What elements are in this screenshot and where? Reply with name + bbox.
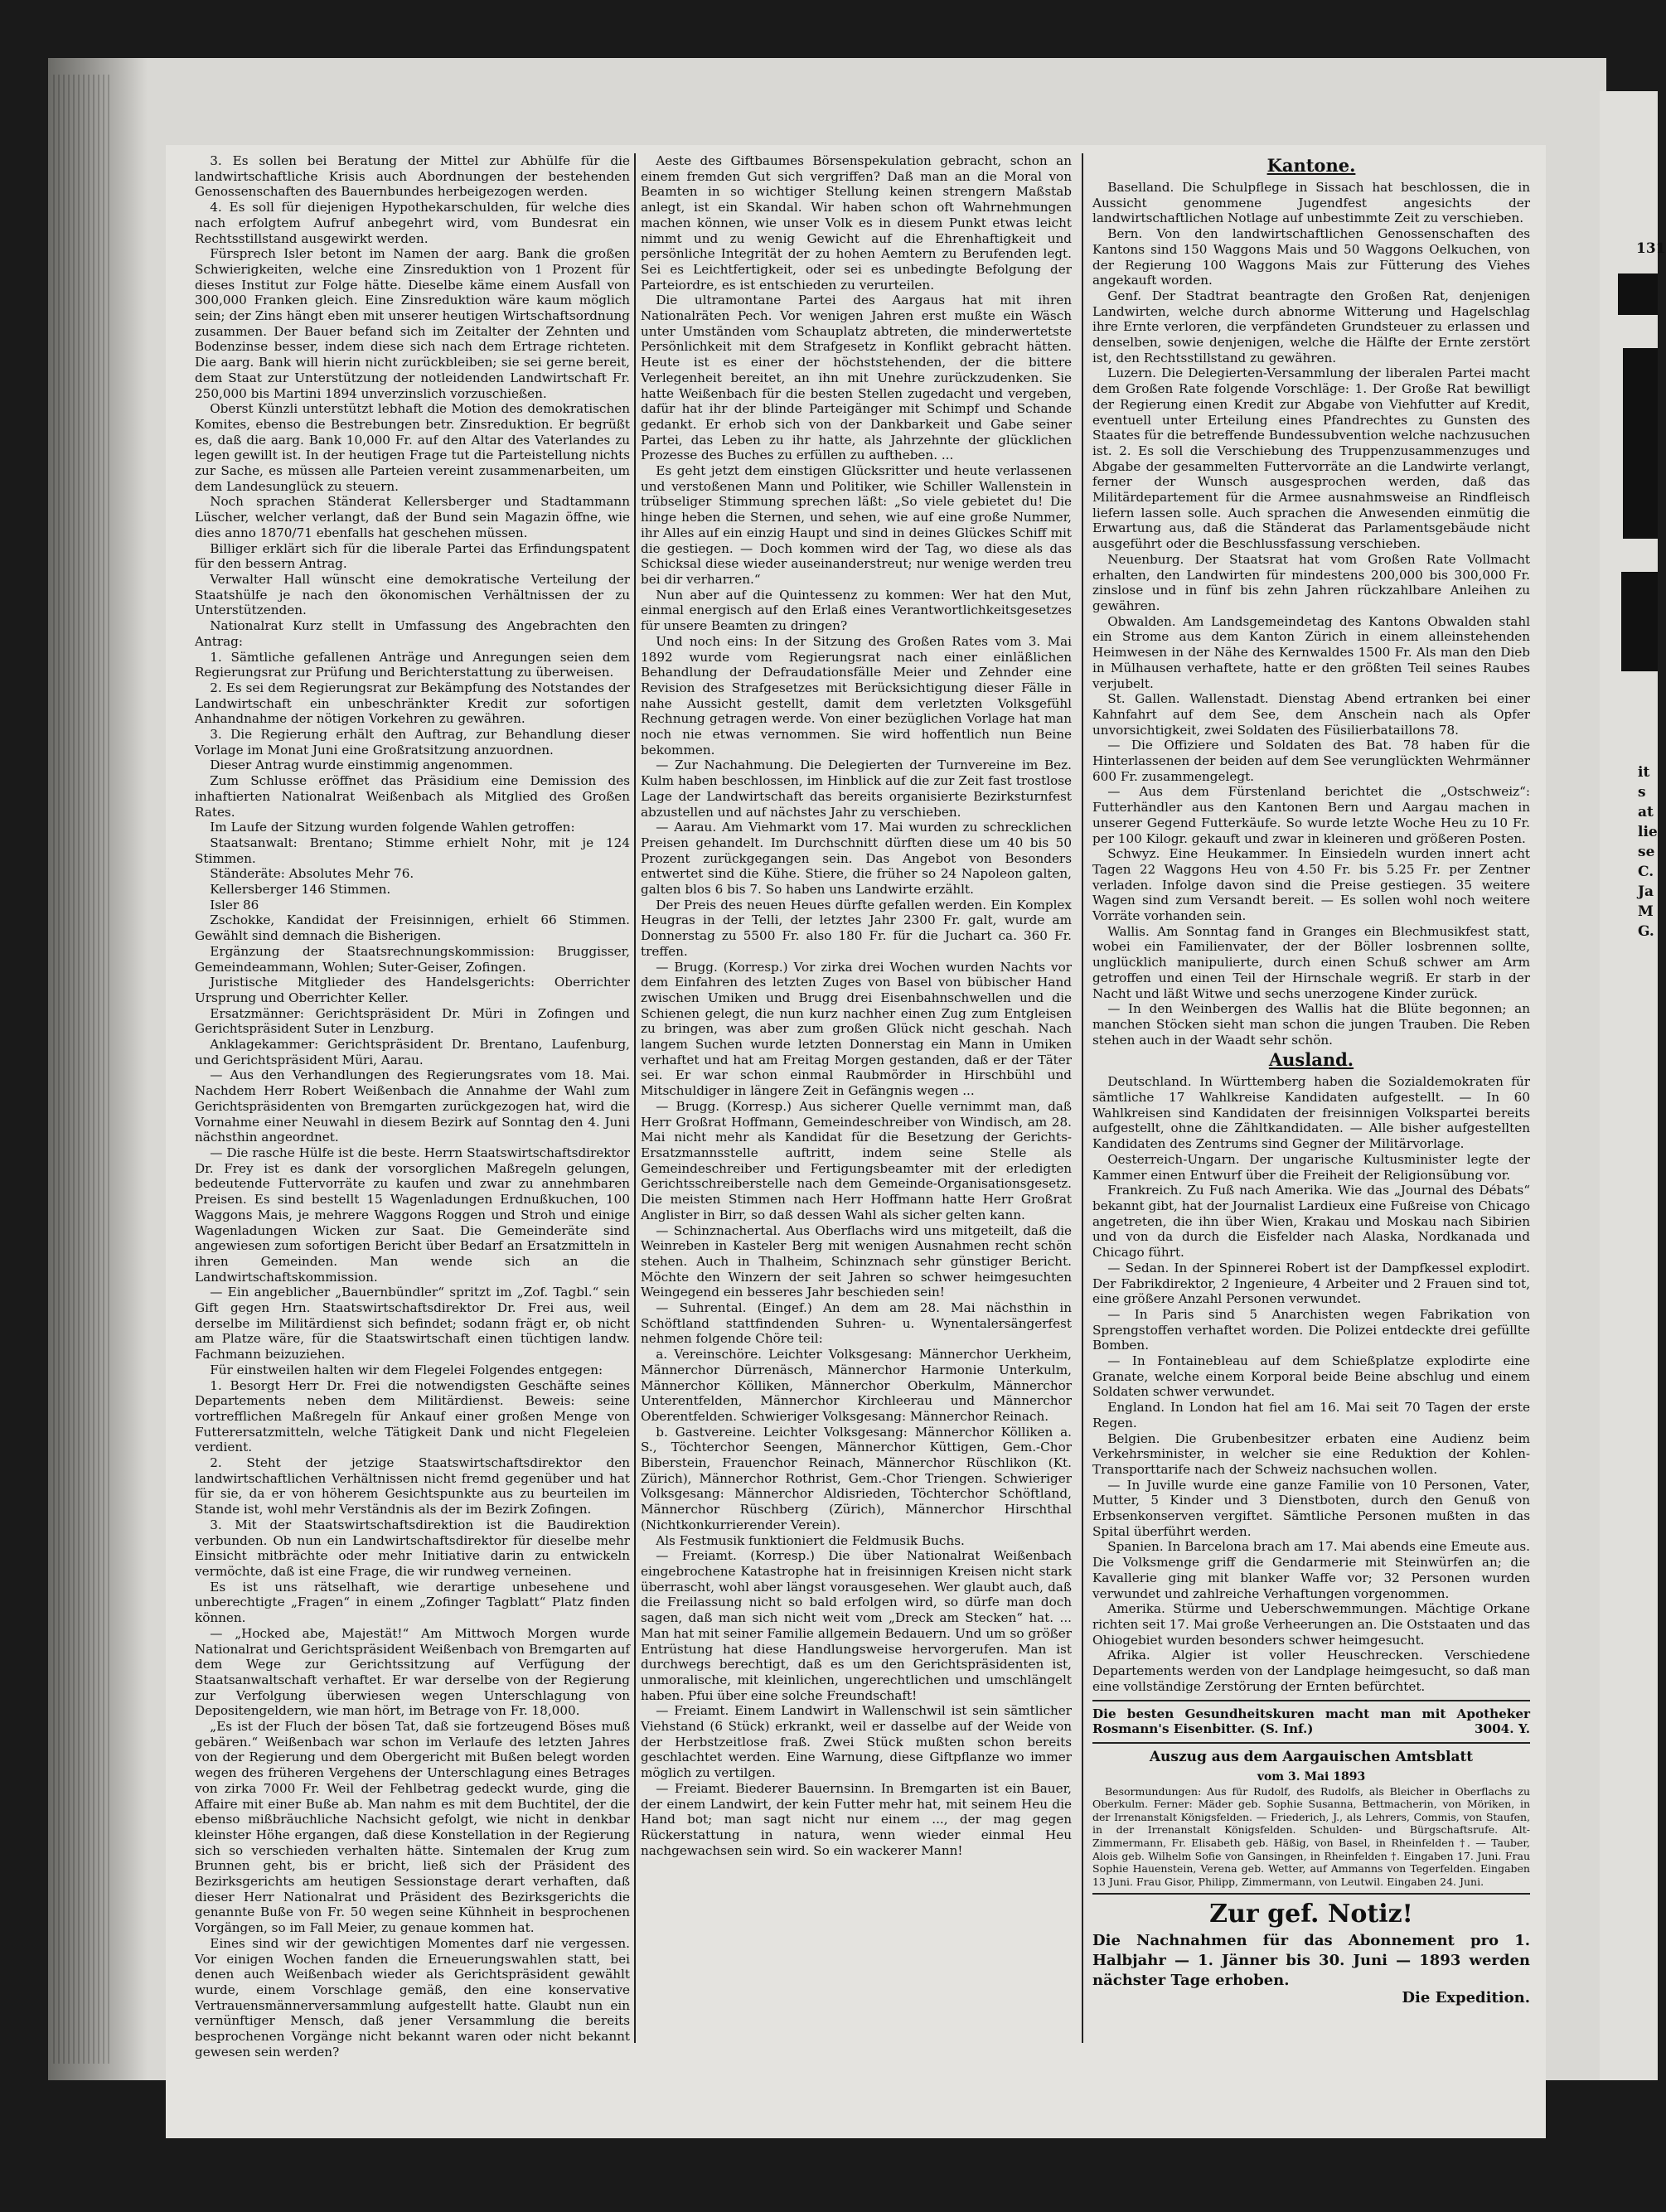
kantone-articles (1092, 180, 1530, 1048)
paragraph: Ständeräte: Absolutes Mehr 76. (210, 866, 414, 882)
paragraph: Die ultramontane Partei des Aargaus hat mit ihren Nationalräten Pech. Vor wenigen Jahren erst mußte ein Wäsch unter Umständen vom Schauplatz abtreten, die minderwertetste Persönlichkeit mit dem Strafgesetz in Konflikt gebracht hätten. Heute ist es einer der höchststehenden, der die bittere Verlegenheit bereitet, an ihn mit Unehre zurückzudenken. Sie hatte Weißenbach für die besten Stellen zugedacht und vergeben, dafür hat ihr der blinde Parteigänger mit Schimpf und Schande gedankt. Er erhob sich von der Dankbarkeit und Gabe seiner Partei, das Leben zu ihr hatte, als Jahrzehnte der glücklichen Prozesse des Buches zu erfüllen zu auftheben. ... (641, 293, 1072, 463)
paragraph: — Die Offiziere und Soldaten des Bat. 78 haben für die Hinterlassenen der beiden auf dem See verunglückten Wehrmänner 600 Fr. zusammengelegt. (1092, 738, 1530, 784)
column-rule (1082, 153, 1083, 2043)
next-page-masthead-fragment (1618, 273, 1658, 315)
paragraph: Obwalden. Am Landsgemeindetag des Kantons Obwalden stahl ein Strome aus dem Kanton Zürich in einem alleinstehenden Heimwesen in der Nähe des Kernwaldes 1500 Fr. Als man den Dieb in Mülhausen verhaftete, hatte er den größten Teil seines Raubes verjubelt. (1092, 613, 1530, 691)
paragraph: Anklagekammer: Gerichtspräsident Dr. Brentano, Laufenburg, und Gerichtspräsident Müri, Aarau. (195, 1037, 630, 1067)
next-page-masthead-fragment (1623, 348, 1658, 539)
amtsblatt-date: vom 3. Mai 1893 (1257, 1769, 1366, 1784)
paragraph: b. Gastvereine. Leichter Volksgesang: Männerchor Kölliken a. S., Töchterchor Seengen, Männerchor Küttigen, Gem.-Chor Biberstein, Frauenchor Reinach, Männerchor Rüschlikon (Kt. Zürich), Männerchor Rothrist, Gem.-Chor Triengen. Schwieriger Volksgesang: Männerchor Aldisrieden, Töchterchor Schöftland, Männerchor Rüschberg (Zürich), Männerchor Hirschthal (Nichtkonkurrierender Verein). (641, 1424, 1072, 1532)
column-rule (634, 153, 636, 2043)
paragraph: Im Laufe der Sitzung wurden folgende Wahlen getroffen: (210, 820, 575, 835)
column-3 (1092, 153, 1530, 2035)
paragraph: — Aus den Verhandlungen des Regierungsrates vom 18. Mai. Nachdem Herr Robert Weißenbach die Annahme der Wahl zum Gerichtspräsidenten von Bremgarten zurückgezogen hat, wird die Vornahme einer Neuwahl in diesem Bezirk auf Sonntag den 4. Juni nächsthin angeordnet. (195, 1067, 630, 1145)
next-page-number: 131 (1636, 240, 1666, 257)
strip-fragment: se (1638, 844, 1655, 860)
paragraph: 3. Die Regierung erhält den Auftrag, zur Behandlung dieser Vorlage im Monat Juni eine Großratsitzung anzuordnen. (195, 727, 630, 758)
paragraph: Bern. Von den landwirtschaftlichen Genossenschaften des Kantons sind 150 Waggons Mais und 50 Waggons Oelkuchen, von der Regierung 100 Waggons Mais zur Fütterung des Viehes angekauft worden. (1092, 226, 1530, 288)
paragraph: Oberst Künzli unterstützt lebhaft die Motion des demokratischen Komites, ebenso die Bestrebungen betr. Zinsreduktion. Er begrüßt es, daß die aarg. Bank 10,000 Fr. auf den Altar des Vaterlandes zu legen gewillt ist. In der heutigen Frage tut die Parteistellung nichts zur Sache, es müssen alle Parteien vereint zusammenarbeiten, um dem Landesunglück zu steuern. (195, 401, 630, 494)
strip-fragment: s (1638, 784, 1646, 801)
paragraph: Ersatzmänner: Gerichtspräsident Dr. Müri in Zofingen und Gerichtspräsident Suter in Lenzburg. (195, 1005, 630, 1037)
paragraph: Afrika. Algier ist voller Heuschrecken. Verschiedene Departements werden von der Landplage heimgesucht, so daß man eine vollständige Zerstörung der Ernten befürchtet. (1092, 1648, 1530, 1694)
paragraph: Spanien. In Barcelona brach am 17. Mai abends eine Emeute aus. Die Volksmenge griff die Gendarmerie mit Steinwürfen an; die Kavallerie ging mit blanker Waffe vor; 32 Personen wurden verwundet und zahlreiche Verhaftungen vorgenommen. (1092, 1539, 1530, 1601)
paragraph: 3. Mit der Staatswirtschaftsdirektion ist die Baudirektion verbunden. Ob nun ein Landwirtschaftsdirektor für dieselbe mehr Einsicht mitbrächte oder mehr Initiative darin zu entwickeln vermöchte, daß ist eine Frage, die wir rundweg verneinen. (195, 1517, 630, 1579)
paragraph: Nationalrat Kurz stellt in Umfassung des Angebrachten den Antrag: (195, 618, 630, 649)
paragraph: „Es ist der Fluch der bösen Tat, daß sie fortzeugend Böses muß gebären.“ Weißenbach war schon im Verlaufe des letzten Jahres von der Regierung und dem Obergericht mit Bußen belegt worden wegen des früheren Vergehens der Unterschlagung eines Betrages von zirka 7000 Fr. Weil der Fehlbetrag gedeckt wurde, ging die Affaire mit einer Buße ab. Man nahm es mit dem Buchtitel, der die ebenso mißbräuchliche Nachsicht gefolgt, wie nicht in denkbar kleinster Höhe ergangen, daß diese Konstellation in der Regierung sich so verschieden verhalten hätte. Sintemalen der Krug zum Brunnen geht, bis er bricht, ließ sich der Präsident des Bezirksgerichts am heutigen Sessionstage derart verhaften, daß dieser Herr Nationalrat und Präsident des Bezirksgerichts die genannte Buße von Fr. 50 wegen seine Kühnheit in besprochenen Vorgängen, so im Fall Meier, zu genaue kommen hat. (195, 1719, 630, 1936)
paragraph: — Freiamt. Biederer Bauernsinn. In Bremgarten ist ein Bauer, der einem Landwirt, der kein Futter mehr hat, mit seinem Heu die Hand bot; man sagt nicht nur einem ..., der mag gegen Rückerstattung in natura, wenn wieder einmal Heu nachgewachsen sein wird. So ein wackerer Mann! (641, 1780, 1072, 1858)
paragraph: Und noch eins: In der Sitzung des Großen Rates vom 3. Mai 1892 wurde vom Regierungsrat nach einer einläßlichen Behandlung der Defraudationsfälle Meier und Zehnder eine Revision des Strafgesetzes mit Berücksichtigung dieser Fälle in nahe Aussicht gestellt, damit dem verletzten Volksgefühl Rechnung getragen werde. Von einer bezüglichen Vorlage hat man noch nie etwas vernommen. Sie wird hoffentlich nun Beine bekommen. (641, 633, 1072, 758)
paragraph: Belgien. Die Grubenbesitzer erbaten eine Audienz beim Verkehrsminister, in welcher sie eine Reduktion der Kohlen-Transporttarife nach der Schweiz nachsuchen wollen. (1092, 1430, 1530, 1477)
strip-fragment: M (1638, 903, 1654, 920)
paragraph: England. In London hat fiel am 16. Mai seit 70 Tagen der erste Regen. (1092, 1400, 1530, 1430)
strip-fragment: it (1638, 764, 1650, 781)
paragraph: Deutschland. In Württemberg haben die Sozialdemokraten für sämtliche 17 Wahlkreise Kandidaten aufgestellt. — In 60 Wahlkreisen sind Kandidaten der freisinnigen Volkspartei bereits aufgestellt, ohne die Zähltkandidaten. — Alle bisher aufgestellten Kandidaten des Zentrums sind Gegner der Militärvorlage. (1092, 1074, 1530, 1152)
paragraph: Billiger erklärt sich für die liberale Partei das Erfindungspatent für den bessern Antrag. (195, 540, 630, 572)
paragraph: Nun aber auf die Quintessenz zu kommen: Wer hat den Mut, einmal energisch auf den Erlaß eines Verantwortlichkeitsgesetzes für unsere Beamten zu dringen? (641, 587, 1072, 634)
paragraph: Staatsanwalt: Brentano; Stimme erhielt Nohr, mit je 124 Stimmen. (195, 835, 630, 866)
paragraph: — „Hocked abe, Majestät!“ Am Mittwoch Morgen wurde Nationalrat und Gerichtspräsident Weißenbach von Bremgarten auf dem Wege zur Gerichtssitzung auf Verfügung der Staatsanwaltschaft verhaftet. Er war derselbe von der Regierung zur Verfolgung überwiesen wegen Unterschlagung von Depositengeldern, wie man hört, im Betrage von Fr. 18,000. (195, 1625, 630, 1719)
paragraph: Oesterreich-Ungarn. Der ungarische Kultusminister legte der Kammer einen Entwurf über die Freiheit der Religionsübung vor. (1092, 1151, 1530, 1183)
section-heading-ausland: Ausland. (1268, 1049, 1354, 1071)
paragraph: — Sedan. In der Spinnerei Robert ist der Dampfkessel explodirt. Der Fabrikdirektor, 2 Ingenieure, 4 Arbeiter und 2 Frauen sind tot, eine größere Anzahl Personen verwundet. (1092, 1260, 1530, 1307)
paragraph: a. Vereinschöre. Leichter Volksgesang: Männerchor Uerkheim, Männerchor Dürrenäsch, Männerchor Harmonie Unterkulm, Männerchor Kölliken, Männerchor Oberkulm, Männerchor Unterentfelden, Männerchor Kirchleerau und Männerchor Oberentfelden. Schwieriger Volksgesang: Männerchor Reinach. (641, 1347, 1072, 1424)
paragraph: Noch sprachen Ständerat Kellersberger und Stadtammann Lüscher, welcher verlangt, daß der Bund sein Magazin öffne, wie dies anno 1870/71 ebenfalls hat geschehen müssen. (195, 494, 630, 540)
strip-fragment: Ja (1638, 883, 1654, 900)
advertisement-code: 3004. Y. (1474, 1721, 1530, 1737)
paragraph: Genf. Der Stadtrat beantragte den Großen Rat, denjenigen Landwirten, welche durch abnorme Witterung und Hagelschlag ihre Ernte verloren, die verpfändeten Grundsteuer zu erlassen und denselben, sowie denjenigen, welche die Hälfte der Ernte zerstört ist, den Rechtsstillstand zu gewähren. (1092, 288, 1530, 365)
paragraph: Als Festmusik funktioniert die Feldmusik Buchs. (656, 1532, 965, 1548)
paragraph: 3. Es sollen bei Beratung der Mittel zur Abhülfe für die landwirtschaftliche Krisis auch Abordnungen der bestehenden Genossenschaften des Bauernbundes herbeigezogen werden. (195, 153, 630, 200)
paragraph: Schwyz. Eine Heukammer. In Einsiedeln wurden innert acht Tagen 22 Waggons Heu von 4.50 Fr. bis 5.25 Fr. per Zentner verladen. Infolge davon sind die Preise gestiegen. 35 weitere Wagen sind zum Versandt bereit. — Es sollen wohl noch weitere Vorräte vorhanden sein. (1092, 846, 1530, 924)
strip-fragment: G. (1638, 923, 1654, 940)
paragraph: Neuenburg. Der Staatsrat hat vom Großen Rate Vollmacht erhalten, den Landwirten für mindestens 200,000 bis 300,000 Fr. zinslose und in fünf bis zehn Jahren rückzahlbare Anleihen zu gewähren. (1092, 551, 1530, 613)
paragraph: — Brugg. (Korresp.) Aus sicherer Quelle vernimmt man, daß Herr Großrat Hoffmann, Gemeindeschreiber von Windisch, am 28. Mai nicht mehr als Kandidat für die Besetzung der Gerichts-Ersatzmannsstelle auftritt, indem seine Stelle als Gemeindeschreiber und Fertigungsbeamter mit der erledigten Gerichtsschreiberstelle nach dem Gemeinde-Organisationsgesetz. Die meisten Stimmen nach Herr Hoffmann hatte Herr Großrat Anglister in Birr, so daß dessen Wahl als sicher gelten kann. (641, 1098, 1072, 1222)
strip-fragment: at (1638, 804, 1654, 820)
paragraph: Amerika. Stürme und Ueberschwemmungen. Mächtige Orkane richten seit 17. Mai große Verheerungen an. Die Oststaaten und das Ohiogebiet wurden besonders schwer heimgesucht. (1092, 1601, 1530, 1648)
ausland-articles (1092, 1074, 1530, 1694)
paragraph: — Brugg. (Korresp.) Vor zirka drei Wochen wurden Nachts vor dem Einfahren des letzten Zuges von Basel von bübischer Hand zwischen Umiken und Brugg drei Eisenbahnschwellen und die Schienen gelegt, die nun kurz nachher einen Zug zum Entgleisen zu bringen, was aber zum großen Glück nicht geschah. Nach langem Suchen wurde letzten Donnerstag ein Mann in Umiken verhaftet und hat am Freitag Morgen gestanden, daß er der Täter sei. Er war schon einmal Raubmörder in Hirschbühl und Mitschuldiger in längere Zeit in Gefängnis wegen ... (641, 959, 1072, 1099)
paragraph: Der Preis des neuen Heues dürfte gefallen werden. Ein Komplex Heugras in der Telli, der letztes Jahr 2300 Fr. galt, wurde am Donnerstag zu 5500 Fr. also 180 Fr. für die Juchart ca. 360 Fr. treffen. (641, 897, 1072, 959)
paragraph: — Freiamt. Einem Landwirt in Wallenschwil ist sein sämtlicher Viehstand (6 Stück) erkrankt, weil er dasselbe auf der Weide von der Herbstzeitlose fraß. Zwei Stück mußten schon bereits geschlachtet werden. Eine Warnung, diese Giftpflanze wo immer möglich zu vertilgen. (641, 1703, 1072, 1781)
paragraph: — Ein angeblicher „Bauernbündler“ spritzt im „Zof. Tagbl.“ sein Gift gegen Hrn. Staatswirtschaftsdirektor Dr. Frei aus, weil derselbe im Militärdienst sich befindet; sodann frägt er, ob nicht am Platze wäre, für die Staatswirtschaft einen tüchtigen landw. Fachmann beizuziehen. (195, 1285, 630, 1363)
paragraph: — Aus dem Fürstenland berichtet die „Ostschweiz“: Futterhändler aus den Kantonen Bern und Aargau machen in unserer Gegend Futterkäufe. So wurde letzte Woche Heu zu 10 Fr. per 100 Kilogr. gekauft und zwar in kleineren und größeren Posten. (1092, 784, 1530, 846)
column-2 (641, 153, 1072, 2035)
paragraph: Kellersberger 146 Stimmen. (210, 882, 391, 898)
paragraph: Verwalter Hall wünscht eine demokratische Verteilung der Staatshülfe je nach den ökonomischen Verhältnissen der zu Unterstützenden. (195, 571, 630, 618)
notice-signature: Die Expedition. (1402, 1989, 1530, 2007)
paragraph: Es ist uns rätselhaft, wie derartige unbesehene und unberechtigte „Fragen“ in einem „Zofinger Tagblatt“ Platz finden können. (195, 1579, 630, 1626)
divider (1092, 1742, 1530, 1744)
section-heading-kantone: Kantone. (1266, 155, 1356, 176)
paragraph: 1. Sämtliche gefallenen Anträge und Anregungen seien dem Regierungsrat zur Prüfung und Berichterstattung zu überweisen. (195, 649, 630, 680)
paragraph: Frankreich. Zu Fuß nach Amerika. Wie das „Journal des Débats“ bekannt gibt, hat der Journalist Lardieux eine Fußreise von Chicago angetreten, die ihn über Wien, Krakau und Moskau nach Sibirien und von da durch die Eisfelder nach Alaska, Nordkanada und Chicago führt. (1092, 1183, 1530, 1261)
paragraph: — Schinznachertal. Aus Oberflachs wird uns mitgeteilt, daß die Weinreben in Kasteler Berg mit wenigen Ausnahmen recht schön stehen. Auch in Thalheim, Schinznach sehr günstiger Bericht. Möchte den Winzern der seit Jahren so schwer heimgesuchten Weingegend ein besseres Jahr beschieden sein! (641, 1222, 1072, 1300)
advertisement (1092, 1706, 1530, 1737)
paragraph: — In den Weinbergen des Wallis hat die Blüte begonnen; an manchen Stöcken sieht man schon die jungen Trauben. Die Reben stehen auch in der Waadt sehr schön. (1092, 1001, 1530, 1048)
paragraph: 2. Es sei dem Regierungsrat zur Bekämpfung des Notstandes der Landwirtschaft ein unbeschränkter Kredit zur sofortigen Anhandnahme der nötigen Vorkehren zu gewähren. (195, 680, 630, 727)
next-page-masthead-fragment (1621, 572, 1658, 671)
paragraph: 2. Steht der jetzige Staatswirtschaftsdirektor den landwirtschaftlichen Verhältnissen nicht fremd gegenüber und hat für sie, da er von höherem Gesichtspunkte aus zu beurteilen im Stande ist, wohl mehr Verständnis als der im Bezirk Zofingen. (195, 1455, 630, 1517)
paragraph: — In Juville wurde eine ganze Familie von 10 Personen, Vater, Mutter, 5 Kinder und 3 Dienstboten, durch den Genuß von Erbsenkonserven vergiftet. Sämtliche Personen mußten in das Spital überführt werden. (1092, 1477, 1530, 1539)
paragraph: — Freiamt. (Korresp.) Die über Nationalrat Weißenbach eingebrochene Katastrophe hat in freisinnigen Kreisen nicht stark überrascht, wohl aber längst vorausgesehen. Wer glaubt auch, daß die Freilassung nicht so bald erfolgen wird, so dürfe man doch sagen, daß man sich nicht weit vom „Dreck am Stecken“ hat. ... Man hat mit seiner Familie allgemein Bedauern. Und um so größer Entrüstung hat diese Handlungsweise hervorgerufen. Man ist durchwegs berechtigt, daß es um den Gerichtspräsidenten ist, unmoralische, mit kleinlichen, ungerechtlichen und umschlängelt haben. Pfui über eine solche Freundschaft! (641, 1548, 1072, 1703)
paragraph: — Zur Nachahmung. Die Delegierten der Turnvereine im Bez. Kulm haben beschlossen, im Hinblick auf die zur Zeit fast trostlose Lage der Landwirtschaft das bereits organisierte Bezirksturnfest abzustellen und auf nächstes Jahr zu verschieben. (641, 758, 1072, 820)
notice-body: Die Nachnahmen für das Abonnement pro 1. Halbjahr — 1. Jänner bis 30. Juni — 1893 werden nächster Tage erhoben. (1092, 1932, 1530, 1990)
paragraph: St. Gallen. Wallenstadt. Dienstag Abend ertranken bei einer Kahnfahrt auf dem See, dem Anschein nach als Opfer unvorsichtigkeit, zwei Soldaten des Füsilierbataillons 78. (1092, 691, 1530, 738)
amtsblatt-title: Auszug aus dem Aargauischen Amtsblatt (1149, 1748, 1474, 1765)
paragraph: Zum Schlusse eröffnet das Präsidium eine Demission des inhaftierten Nationalrat Weißenbach als Mitglied des Großen Rates. (195, 773, 630, 820)
paragraph: 1. Besorgt Herr Dr. Frei die notwendigsten Geschäfte seines Departements neben dem Militärdienst. Beweis: seine vortrefflichen Maßregeln für Ankauf einer großen Menge von Futterersatzmitteln, welche Tätigkeit Dank und nicht Flegeleien verdient. (195, 1377, 630, 1455)
paragraph: Fürsprech Isler betont im Namen der aarg. Bank die großen Schwierigkeiten, welche eine Zinsreduktion von 1 Prozent für dieses Institut zur Folge hätte. Dieselbe käme einem Ausfall von 300,000 Franken gleich. Eine Zinsreduktion wäre kaum möglich sein; der Zins hängt eben mit unserer heutigen Wirtschaftsordnung zusammen. Der Bauer befand sich im Zeitalter der Zehnten und Bodenzinse besser, indem diese sich nach dem Ertrage richteten. Die aarg. Bank will hierin nicht zurückbleiben; sie sei gerne bereit, dem Staat zur Unterstützung der notleidenden Landwirtschaft Fr. 250,000 bis Martini 1894 unverzinslich vorzuschießen. (195, 246, 630, 401)
paragraph: Ergänzung der Staatsrechnungskommission: Bruggisser, Gemeindeammann, Wohlen; Suter-Geiser, Zofingen. (195, 943, 630, 975)
column-1 (195, 153, 630, 2060)
paragraph: Luzern. Die Delegierten-Versammlung der liberalen Partei macht dem Großen Rate folgende Vorschläge: 1. Der Große Rat bewilligt der Regierung einen Kredit zur Abgabe von Viehfutter auf Kredit, eventuell unter Erteilung eines Pfandrechtes zu Gunsten des Staates für die betreffende Bundessubvention welche nachzusuchen ist. 2. Es soll die Verschiebung des Truppenzusammenzuges und Abgabe der gesammelten Futtervorräte an die Landwirte verlangt, ferner der Wunsch ausgesprochen werden, daß das Militärdepartement für die Armee ausnahmsweise an Rindfleisch liefern lassen solle. Auch sprachen die Anwesenden einmütig die Erwartung aus, daß die Ständerat das Parlamentsgebäude nicht ausgeführt oder die Beschlussfassung verschieben. (1092, 365, 1530, 552)
paragraph: Für einstweilen halten wir dem Flegelei Folgendes entgegen: (210, 1362, 603, 1377)
paragraph: Isler 86 (210, 897, 259, 912)
divider (1092, 1893, 1530, 1895)
paragraph: — Suhrental. (Eingef.) An dem am 28. Mai nächsthin in Schöftland stattfindenden Suhren- u. Wynentalersängerfest nehmen folgende Chöre teil: (641, 1300, 1072, 1347)
strip-fragment: lie (1638, 824, 1658, 840)
advertisement-text: Die besten Gesundheitskuren macht man mit Apotheker Rosmann's Eisenbitter. (S. Inf.) (1092, 1706, 1530, 1737)
divider (1092, 1700, 1530, 1701)
paragraph: 4. Es soll für diejenigen Hypothekarschulden, für welche dies nach erfolgtem Aufruf anbegehrt wird, vom Bundesrat ein Rechtsstillstand ausgewirkt werden. (195, 200, 630, 246)
notice-title: Zur gef. Notiz! (1209, 1900, 1413, 1929)
paragraph: — In Fontainebleau auf dem Schießplatze explodirte eine Granate, welche einem Korporal beide Beine abschlug und einem Soldaten schwer verwundet. (1092, 1353, 1530, 1400)
paragraph: Baselland. Die Schulpflege in Sissach hat beschlossen, die in Aussicht genommene Jugendfest angesichts der landwirtschaftlichen Notlage auf unbestimmte Zeit zu verschieben. (1092, 180, 1530, 226)
paragraph: — In Paris sind 5 Anarchisten wegen Fabrikation von Sprengstoffen verhaftet worden. Die Polizei entdeckte drei gefüllte Bomben. (1092, 1306, 1530, 1353)
strip-fragment: C. (1638, 864, 1654, 880)
paragraph: Zschokke, Kandidat der Freisinnigen, erhielt 66 Stimmen. Gewählt sind demnach die Bisherigen. (195, 912, 630, 944)
paragraph: Dieser Antrag wurde einstimmig angenommen. (210, 758, 513, 773)
paragraph: — Aarau. Am Viehmarkt vom 17. Mai wurden zu schrecklichen Preisen gehandelt. Im Durchschnitt dürften diese um 40 bis 50 Prozent zurückgegangen sein. Das Angebot von Besonders entwertet sind die Kühe. Stiere, die früher so 24 Napoleon galten, galten blos 6 bis 7. So haben uns Landwirte erzählt. (641, 820, 1072, 898)
page-edges (53, 75, 111, 2064)
paragraph: Es geht jetzt dem einstigen Glücksritter und heute verlassenen und verstoßenen Mann und Politiker, wie Schiller Wallenstein in trübseliger Stimmung sprechen läßt: „So viele gebietet du! Die hinge heben die Sternen, und sehen, wie auf eine große Nummer, ihr Alles auf ein einzig Haupt und sind in deines Glückes Schiff mit die gestiegen. — Doch kommen wird der Tag, wo diese als das Schicksal diese wieder auseinanderstreut; nur wenige werden treu bei dir verharren.“ (641, 463, 1072, 587)
next-page-text-fragments (1638, 762, 1658, 941)
paragraph: Eines sind wir der gewichtigen Momentes darf nie vergessen. Vor einigen Wochen fanden die Erneuerungswahlen statt, bei denen auch Weißenbach wieder als Gerichtspräsident gewählt wurde, einem Vorschlage gemäß, den eine konservative Vertrauensmännerversammlung aufgestellt hatte. Glaubt nun ein vernünftiger Mensch, daß jener Versammlung die bereits besprochenen Vorgänge nicht bekannt waren oder nicht bekannt gewesen sein werden? (195, 1935, 630, 2060)
paragraph: Wallis. Am Sonntag fand in Granges ein Blechmusikfest statt, wobei ein Familienvater, der der Böller losbrennen sollte, unglücklich manipulierte, durch einen Schuß schwer am Arm getroffen und einen Teil der Hirnschale wegriß. Er starb in der Nacht und läßt Witwe und sechs unerzogene Kinder zurück. (1092, 923, 1530, 1001)
paragraph: Aeste des Giftbaumes Börsenspekulation gebracht, schon an einem fremden Gut sich vergriffen? Daß man an die Moral von Beamten in so wichtiger Stellung keinen strengern Maßstab anlegt, ist ein Skandal. Wir haben schon oft Wahrnehmungen machen können, wie unser Volk es in diesem Punkt etwas leicht nimmt und zu wenig Gewicht auf die Ehrenhaftigkeit und persönliche Integrität der zu hohen Aemtern zu Berufenden legt. Sei es Leichtfertigkeit, oder sei es unbedingte Befolgung der Parteiordre, es ist entschieden zu verurteilen. (641, 153, 1072, 293)
amtsblatt-body: Besormundungen: Aus für Rudolf, des Rudolfs, als Bleicher in Oberflachs zu Oberkulm. Ferner: Mäder geb. Sophie Susanna, Bettmacherin, von Möriken, in der Irrenanstalt Königsfelden. — Friederich, J., als Lehrers, Commis, von Staufen, in der Irrenanstalt Königsfelden. Schulden- und Bürgschaftsrufe. Alt-Zimmermann, Fr. Elisabeth geb. Häßig, von Basel, in Rheinfelden †. — Tauber, Alois geb. Wilhelm Sofie von Gansingen, in Rheinfelden †. Eingaben 17. Juni. Frau Sophie Hauenstein, Verena geb. Wetter, auf Ammanns von Tegerfelden. Eingaben 13 Juni. Frau Gisor, Philipp, Zimmermann, von Leutwil. Eingaben 24. Juni. (1092, 1784, 1530, 1888)
paragraph: — Die rasche Hülfe ist die beste. Herrn Staatswirtschaftsdirektor Dr. Frey ist es dank der vorsorglichen Maßregeln gelungen, bedeutende Futtervorräte zu kaufen und zwar zu annehmbaren Preisen. Es sind bestellt 15 Wagenladungen Erdnußkuchen, 100 Waggons Mais, je mehrere Waggons Roggen und Stroh und einige Wagenladungen Wicken zur Saat. Die Gemeinderäte sind angewiesen zum sofortigen Bericht über Bedarf an Ersatzmitteln in ihren Gemeinden. Man wende sich an die Landwirtschaftskommission. (195, 1145, 630, 1285)
paragraph: Juristische Mitglieder des Handelsgerichts: Oberrichter Ursprung und Oberrichter Keller. (195, 975, 630, 1005)
